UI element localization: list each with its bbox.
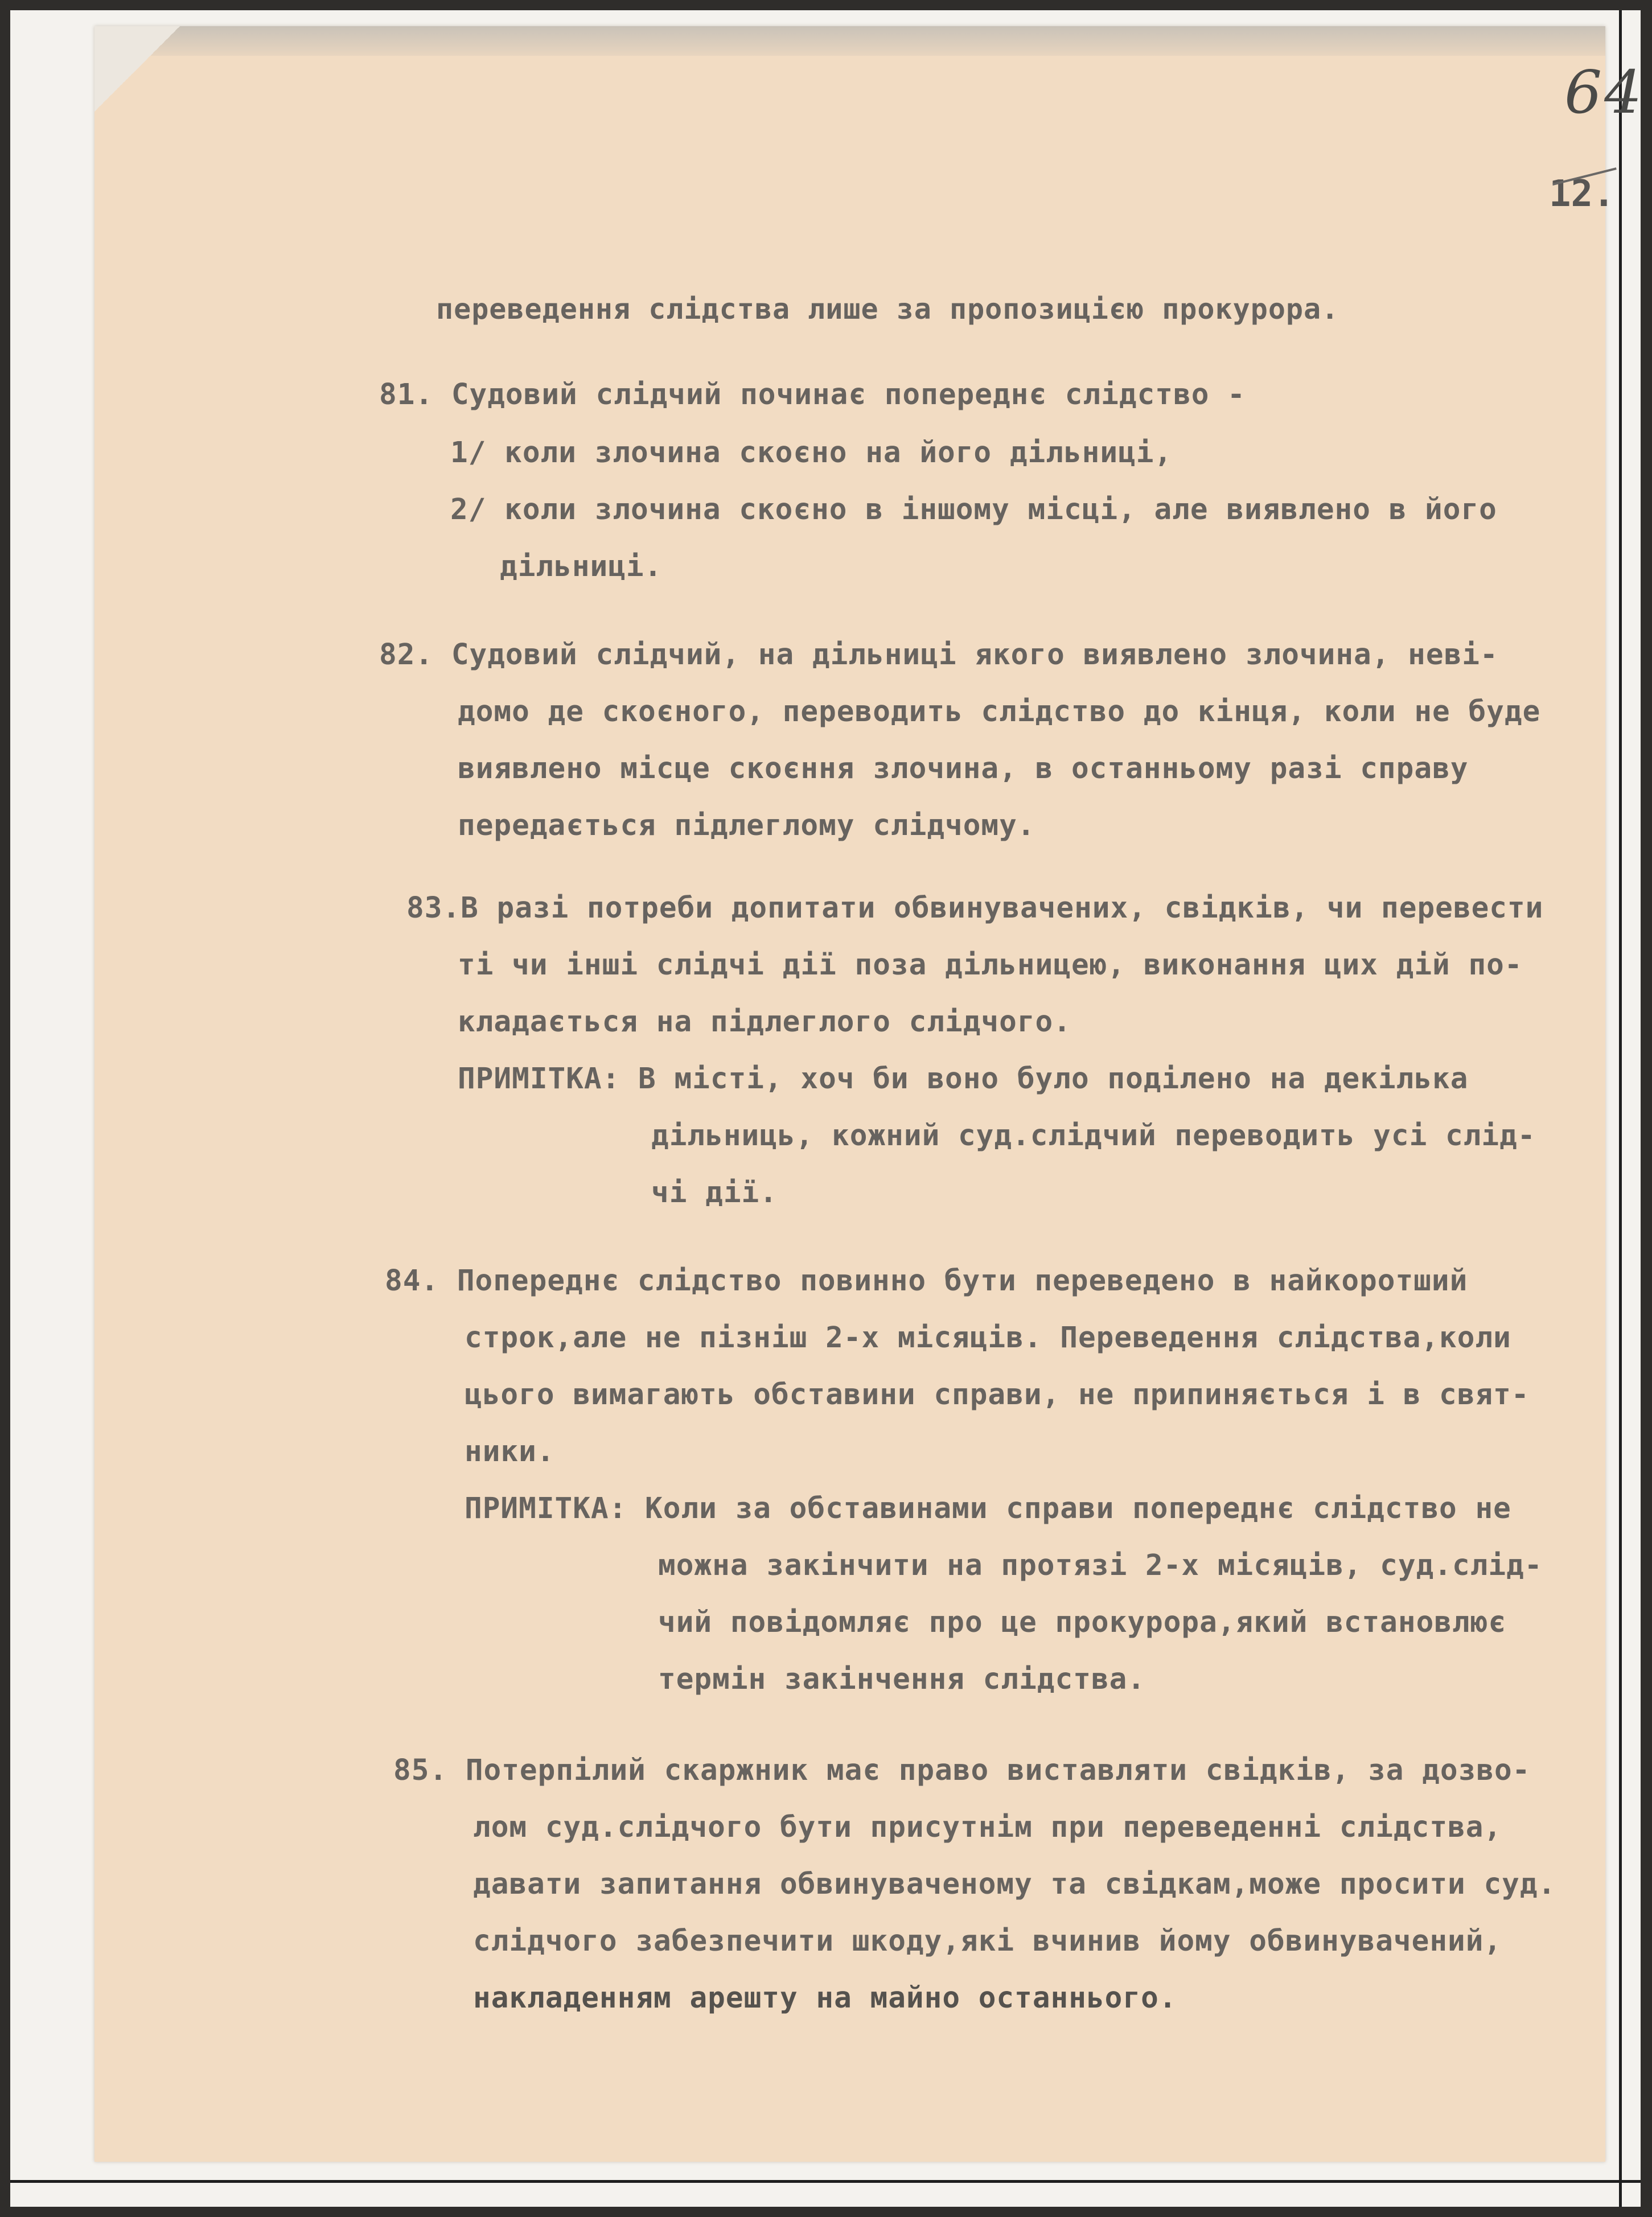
article-83-heading: 83.В разі потреби допитати обвинувачених, свідків, чи перевести — [406, 891, 1544, 925]
scan-border-bottom — [10, 2180, 1641, 2183]
text-line: ники. — [465, 1435, 555, 1469]
archive-folio-number: 64 — [1564, 57, 1645, 127]
text-line: строк,але не пізніш 2-х місяців. Переведення слідства,коли — [465, 1321, 1511, 1355]
text-line: лом суд.слідчого бути присутнім при переведенні слідства, — [473, 1811, 1502, 1844]
text-line: слідчого забезпечити шкоду,які вчинив йому обвинувачений, — [473, 1924, 1502, 1958]
text-line: можна закінчити на протязі 2-х місяців, суд.слід- — [658, 1549, 1543, 1582]
scan-border-right — [1619, 10, 1622, 2207]
scan-frame — [10, 10, 1645, 2207]
text-line: накладенням арешту на майно останнього. — [473, 1981, 1177, 2015]
text-line: ті чи інші слідчі дії поза дільницею, виконання цих дій по- — [458, 948, 1523, 982]
text-line: кладається на підлеглого слідчого. — [458, 1005, 1071, 1039]
text-line: передається підлеглому слідчому. — [458, 809, 1035, 842]
folded-corner — [94, 26, 180, 112]
text-line: виявлено місце скоєння злочина, в останньому разі справу — [458, 752, 1469, 785]
page-top-shadow — [94, 26, 1605, 56]
article-84-heading: 84. Попереднє слідство повинно бути переведено в найкоротший — [385, 1264, 1468, 1298]
text-line: дільниць, кожний суд.слідчий переводить усі слід- — [651, 1119, 1536, 1153]
article-85-heading: 85. Потерпілий скаржник має право виставляти свідків, за дозво- — [393, 1754, 1531, 1787]
text-line: 1/ коли злочина скоєно на його дільниці, — [450, 436, 1173, 470]
note-84: ПРИМІТКА: Коли за обставинами справи попереднє слідство не — [465, 1492, 1511, 1525]
page-number: 12. — [1549, 173, 1615, 215]
article-82-heading: 82. Судовий слідчий, на дільниці якого виявлено злочина, неві- — [379, 638, 1498, 672]
text-line: чий повідомляє про це прокурора,який встановлює — [658, 1606, 1507, 1639]
text-line: цього вимагають обставини справи, не припиняється і в свят- — [465, 1378, 1530, 1412]
text-line: дільниці. — [500, 550, 663, 583]
text-line: переведення слідства лише за пропозицією прокурора. — [436, 293, 1339, 326]
article-81-heading: 81. Судовий слідчий починає попереднє слідство - — [379, 378, 1246, 412]
text-line: 2/ коли злочина скоєно в іншому місці, але виявлено в його — [450, 493, 1497, 527]
text-line: домо де скоєного, переводить слідство до кінця, коли не буде — [458, 695, 1541, 729]
document-page — [94, 26, 1645, 2162]
text-line: термін закінчення слідства. — [658, 1663, 1146, 1696]
note-83: ПРИМІТКА: В місті, хоч би воно було поділено на декілька — [458, 1062, 1469, 1096]
text-line: давати запитання обвинуваченому та свідкам,може просити суд. — [473, 1868, 1556, 1901]
text-line: чі дії. — [651, 1176, 778, 1210]
